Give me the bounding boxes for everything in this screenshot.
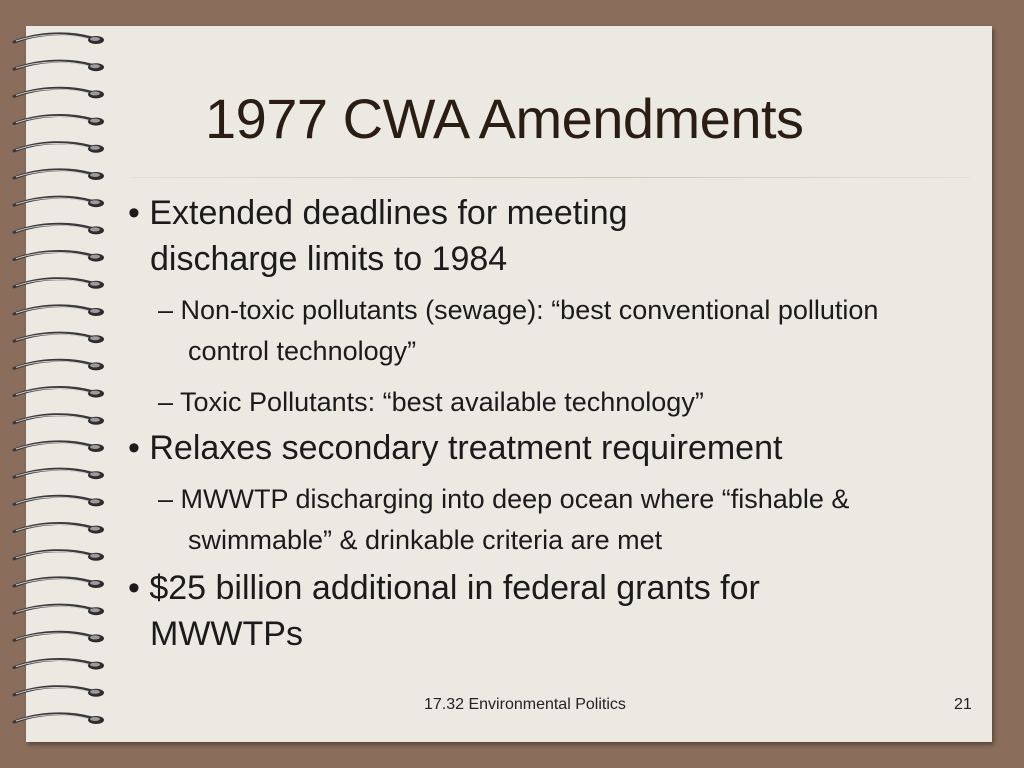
- slide-title: 1977 CWA Amendments: [205, 87, 804, 150]
- binding-ring: [14, 360, 104, 370]
- binding-ring: [14, 61, 104, 71]
- binding-ring: [14, 252, 104, 262]
- binding-ring: [14, 279, 104, 289]
- binding-ring: [14, 578, 104, 588]
- binding-ring: [14, 388, 104, 398]
- binding-ring: [14, 469, 104, 479]
- binding-ring: [14, 687, 104, 697]
- binding-ring: [14, 660, 104, 670]
- binding-ring: [14, 34, 104, 44]
- bullet-item: • Relaxes secondary treatment requirement: [128, 429, 783, 467]
- page-number: 21: [954, 696, 972, 713]
- binding-ring: [14, 197, 104, 207]
- binding-ring: [14, 442, 104, 452]
- binding-ring: [14, 306, 104, 316]
- footer-text: 17.32 Environmental Politics: [424, 696, 626, 713]
- sub-bullet-item: – Non-toxic pollutants (sewage): “best conventional pollution control technology”: [158, 295, 879, 366]
- binding-ring: [14, 714, 104, 724]
- binding-ring: [14, 224, 104, 234]
- binding-ring: [14, 605, 104, 615]
- binding-ring: [14, 116, 104, 126]
- binding-ring: [14, 551, 104, 561]
- binding-ring: [14, 632, 104, 642]
- bullet-list: [128, 190, 948, 657]
- bullet-item: • $25 billion additional in federal grants for MWWTPs: [128, 569, 760, 653]
- sub-bullet-item: – MWWTP discharging into deep ocean where “fishable & swimmable” & drinkable criteria are met: [158, 484, 850, 555]
- bullet-item: • Extended deadlines for meeting discharge limits to 1984: [128, 194, 628, 278]
- sub-bullet-item: – Toxic Pollutants: “best available technology”: [158, 387, 704, 417]
- binding-ring: [14, 333, 104, 343]
- spiral-binding-icon: [0, 28, 112, 740]
- binding-ring: [14, 415, 104, 425]
- binding-ring: [14, 524, 104, 534]
- binding-ring: [14, 143, 104, 153]
- binding-ring: [14, 88, 104, 98]
- title-divider: [132, 177, 970, 178]
- binding-ring: [14, 170, 104, 180]
- binding-ring: [14, 496, 104, 506]
